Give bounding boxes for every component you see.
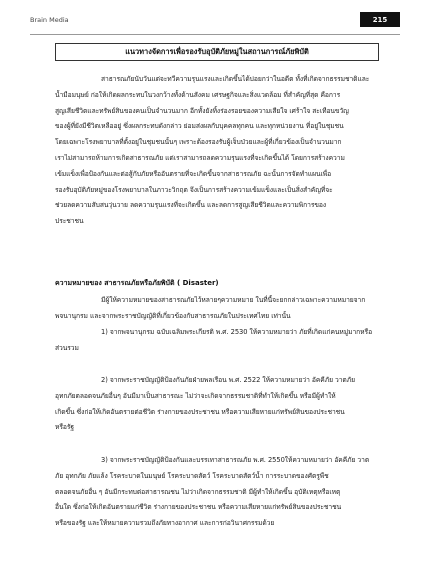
text-line: มีผู้ให้ความหมายของสาธารณภัยไว้หลายๆความหมาย ในที่นี้จะยกกล่าวเฉพาะความหมายจาก — [101, 296, 366, 304]
text-line: ช่วยลดความสับสนวุ่นวาย ลดความรุนแรงที่จะเกิดขึ้น และลดการสูญเสียชีวิตและความพิการของ — [55, 201, 327, 210]
section-heading: ความหมายของ สาธารณภัยหรือภัยพิบัติ ( Disaster) — [55, 279, 219, 287]
text-line: เข้มแข็งเพื่อป้องกันและต่อสู้กับภัยหรืออันตรายที่จะเกิดขึ้นจากสาธารณภัย ฉะนั้นการจัดทำแผนเพื่อ — [55, 169, 332, 178]
text-line: 2) จากพระราชบัญญัติป้องกันภัยฝ่ายพลเรือน พ.ศ. 2522 ให้ความหมายว่า อัคคีภัย วาตภัย — [101, 376, 355, 384]
definition-paragraph — [55, 293, 390, 325]
page-title: แนวทางจัดการเพื่อรองรับอุบัติภัยหมู่ในสถานการณ์ภัยพิบัติ — [125, 47, 309, 56]
text-line: สูญเสียชีวิตและทรัพย์สินของคนเป็นจำนวนมาก อีกทั้งยังทิ้งร่องรอยของความเสียใจ เศร้าใจ สะเทือนขวัญ — [55, 106, 349, 115]
text-line: ภัย อุทกภัย ภัยแล้ง โรคระบาดในมนุษย์ โรคระบาดสัตว์ โรคระบาดสัตว์น้ำ การระบาดของศัตรูพืช — [55, 471, 329, 480]
definition-item — [55, 373, 390, 436]
text-line: ส่วนรวม — [55, 343, 79, 352]
text-line: น้ำมือมนุษย์ ก่อให้เกิดผลกระทบในวงกว้างทั้งด้านสังคม เศรษฐกิจและสิ่งแวดล้อม ที่สำคัญที่สุด คือการ — [55, 90, 341, 99]
text-line: พจนานุกรม และจากพระราชบัญญัติที่เกี่ยวข้องกับสาธารณภัยในประเทศไทย เท่านั้น — [55, 311, 291, 320]
definition-item — [55, 453, 390, 532]
text-line: โดยเฉพาะโรงพยาบาลที่ตั้งอยู่ในชุมชนนั้นๆ เพราะต้องรองรับผู้เจ็บป่วยและผู้ที่เกี่ยวข้องเป็นจำนวนมาก — [55, 138, 342, 147]
text-line: เราไม่สามารถห้ามการเกิดสาธารณภัย แต่เราสามารถลดความรุนแรงที่จะเกิดขึ้นได้ โดยการสร้างความ — [55, 153, 345, 162]
intro-paragraph — [55, 72, 390, 230]
text-line: 3) จากพระราชบัญญัติป้องกันและบรรเทาสาธารณภัย พ.ศ. 2550ให้ความหมายว่า อัคคีภัย วาต — [101, 456, 370, 464]
publisher-label: Brain Media — [30, 16, 69, 24]
text-line: หรือรัฐ — [55, 423, 75, 432]
text-line: เกิดขึ้น ซึ่งก่อให้เกิดอันตรายต่อชีวิต ร่างกายของประชาชน หรือความเสียหายแก่ทรัพย์สินของประชาชน — [55, 407, 345, 416]
text-line: ประชาชน — [55, 217, 84, 226]
text-line: หรือของรัฐ และให้หมายความรวมถึงภัยทางอากาศ และการก่อวินาศกรรมด้วย — [55, 519, 275, 528]
text-line: ของผู้ที่ยังมีชีวิตเหลืออยู่ ซึ่งผลกระทบดังกล่าว ย่อมส่งผลกับบุคคลทุกคน และทุกหน่วยงาน ที่อยู่ในชุมชน — [55, 122, 344, 131]
text-line: สาธารณภัยนับวันแต่จะทวีความรุนแรงและเกิดขึ้นได้บ่อยกว่าในอดีต ทั้งที่เกิดจากธรรมชาติและ — [101, 75, 370, 83]
page-header — [30, 12, 400, 32]
definition-item — [55, 325, 390, 357]
text-line: อื่นใด ซึ่งก่อให้เกิดอันตรายแก่ชีวิต ร่างกายของประชาชน หรือความเสียหายแก่ทรัพย์สินของประชาชน — [55, 503, 342, 512]
text-line: 1) จากพจนานุกรม ฉบับเฉลิมพระเกียรติ พ.ศ. 2530 ให้ความหมายว่า ภัยที่เกิดแก่คนหมู่มากหรือ — [101, 328, 373, 336]
page-number: 215 — [372, 15, 388, 24]
text-line: ตลอดจนภัยอื่น ๆ อันมีกระทบต่อสาธารณชน ไม่ว่าเกิดจากธรรมชาติ มีผู้ทำให้เกิดขึ้น อุบัติเหตุหรือเหตุ — [55, 487, 341, 496]
page-number-badge — [360, 12, 400, 27]
text-line: อุทกภัยตลอดจนภัยอื่นๆ อันมีมาเป็นสาธารณะ ไม่ว่าจะเกิดจากธรรมชาติที่ทำให้เกิดขึ้น หรือมีผู้ทำให้ — [55, 391, 336, 400]
title-box — [55, 43, 379, 61]
header-divider — [30, 34, 400, 35]
text-line: รองรับอุบัติภัยหมู่ของโรงพยาบาลในภาวะวิกฤต จึงเป็นการสร้างความเข้มแข็งและเป็นสิ่งสำคัญที่จะ — [55, 185, 333, 194]
